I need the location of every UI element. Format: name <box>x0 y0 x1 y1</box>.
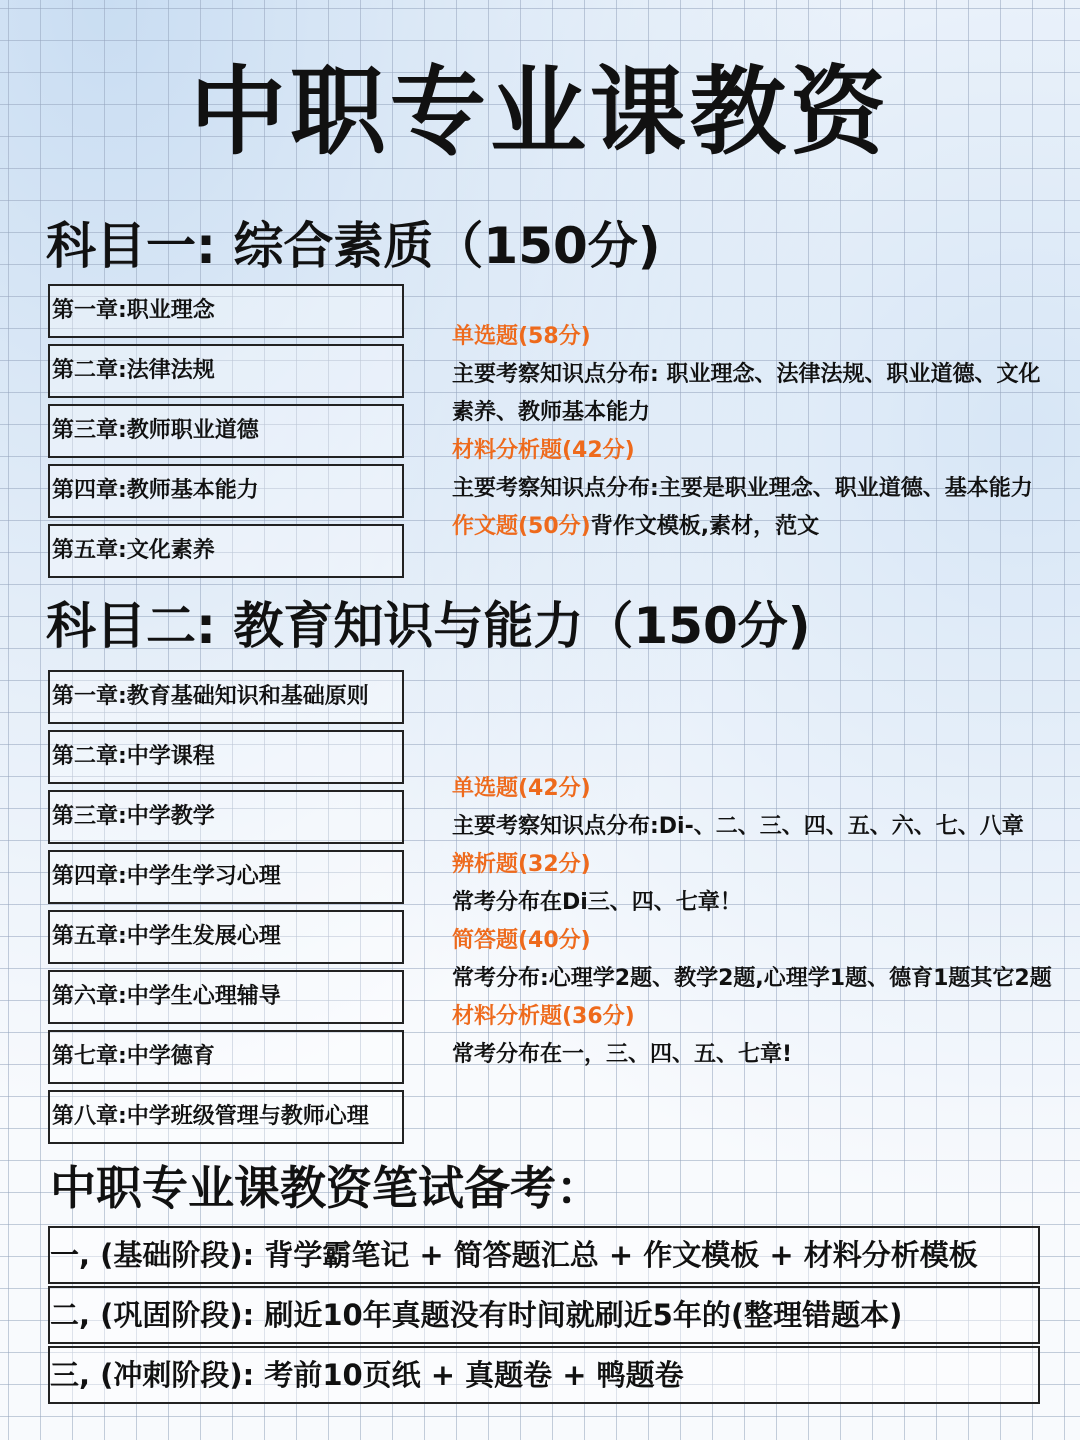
chapter-item: 第一章:教育基础知识和基础原则 <box>48 670 404 724</box>
chapter-item: 第四章:中学生学习心理 <box>48 850 404 904</box>
question-type-title: 单选题(42分) <box>452 776 591 801</box>
chapter-item: 第三章:中学教学 <box>48 790 404 844</box>
strategy-heading: 中职专业课教资笔试备考： <box>50 1161 602 1215</box>
chapter-item: 第二章:法律法规 <box>48 344 404 398</box>
question-type-title: 材料分析题(42分) <box>452 438 635 463</box>
question-type-title: 简答题(40分) <box>452 928 591 953</box>
subject2-exam-details <box>452 770 1052 1074</box>
essay-line <box>452 508 1052 546</box>
strategy-item: 二, (巩固阶段): 刷近10年真题没有时间就刷近5年的(整理错题本) <box>48 1286 1040 1344</box>
chapter-item: 第三章:教师职业道德 <box>48 404 404 458</box>
chapter-item: 第四章:教师基本能力 <box>48 464 404 518</box>
subject1-exam-details <box>452 318 1052 546</box>
strategy-item: 三, (冲刺阶段): 考前10页纸 + 真题卷 + 鸭题卷 <box>48 1346 1040 1404</box>
strategy-item: 一, (基础阶段): 背学霸笔记 + 简答题汇总 + 作文模板 + 材料分析模板 <box>48 1226 1040 1284</box>
page-title: 中职专业课教资 <box>190 56 890 168</box>
question-type-text: 主要考察知识点分布: 职业理念、法律法规、职业道德、文化素养、教师基本能力 <box>452 362 1041 425</box>
question-type-text: 常考分布:心理学2题、教学2题,心理学1题、德育1题其它2题 <box>452 966 1052 991</box>
subject1-heading: 科目一: 综合素质（150分) <box>46 217 661 275</box>
question-type-text: 主要考察知识点分布:Di-、二、三、四、五、六、七、八章 <box>452 814 1024 839</box>
subject2-heading: 科目二: 教育知识与能力（150分) <box>46 597 811 655</box>
question-type-text: 常考分布在Di三、四、七章！ <box>452 890 742 915</box>
chapter-item: 第六章:中学生心理辅导 <box>48 970 404 1024</box>
question-type-text: 背作文模板,素材，范文 <box>590 514 820 539</box>
question-type-title: 单选题(58分) <box>452 324 591 349</box>
chapter-item: 第五章:中学生发展心理 <box>48 910 404 964</box>
question-type-title: 作文题(50分) <box>452 514 591 539</box>
chapter-item: 第五章:文化素养 <box>48 524 404 578</box>
question-type-text: 主要考察知识点分布:主要是职业理念、职业道德、基本能力 <box>452 476 1033 501</box>
question-type-text: 常考分布在一，三、四、五、七章! <box>452 1042 793 1067</box>
chapter-item: 第七章:中学德育 <box>48 1030 404 1084</box>
chapter-item: 第八章:中学班级管理与教师心理 <box>48 1090 404 1144</box>
question-type-title: 材料分析题(36分) <box>452 1004 635 1029</box>
chapter-item: 第二章:中学课程 <box>48 730 404 784</box>
question-type-title: 辨析题(32分) <box>452 852 591 877</box>
chapter-item: 第一章:职业理念 <box>48 284 404 338</box>
